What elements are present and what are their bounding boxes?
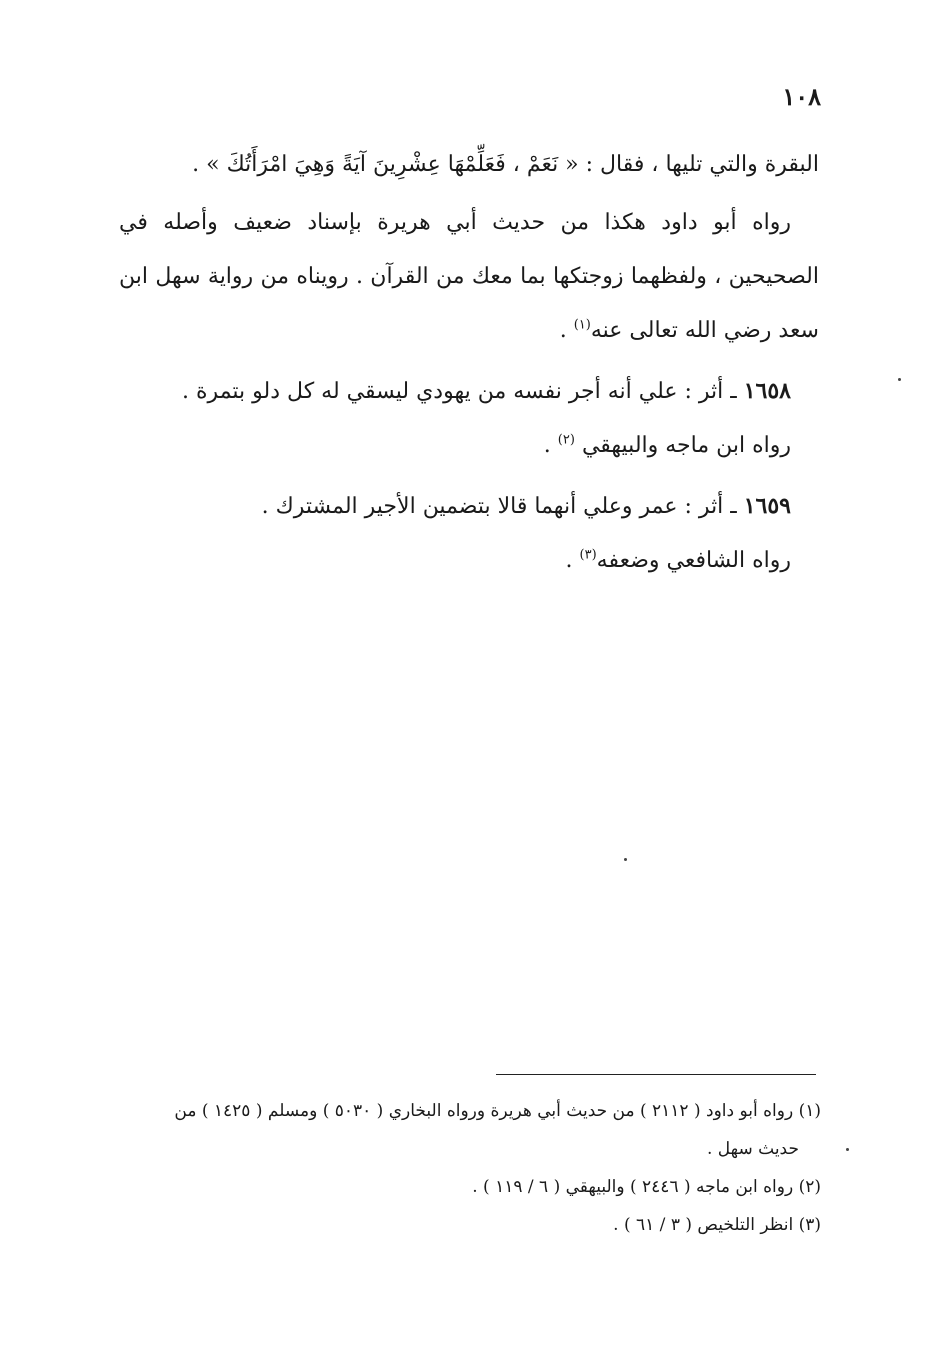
footnote-3: (٣) انظر التلخيص ( ٣ / ٦١ ) . — [613, 1215, 821, 1235]
source-end: . — [543, 433, 558, 458]
scan-speck — [624, 858, 627, 861]
item-1658 — [119, 364, 819, 419]
footnote-divider — [496, 1074, 816, 1075]
footnotes — [121, 1092, 821, 1244]
paragraph-narration — [119, 196, 819, 358]
footnote-ref-3[interactable]: (٣) — [579, 547, 597, 563]
scan-speck — [846, 1148, 849, 1151]
footnote-1-continuation: حديث سهل . — [706, 1139, 799, 1159]
paragraph-narration-text: رواه أبو داود هكذا من حديث أبي هريرة بإسناد ضعيف وأصله في الصحيحين ، ولفظهما زوجتكها بما معك من القرآن . رويناه من رواية سهل ابن سعد رضي الله تعالى عنه — [119, 210, 819, 343]
item-1659 — [119, 479, 819, 534]
main-text — [119, 138, 819, 588]
page-number: ١٠٨ — [782, 82, 821, 111]
paragraph-end: . — [559, 318, 574, 343]
footnote-2: (٢) رواه ابن ماجه ( ٢٤٤٦ ) والبيهقي ( ٦ / ١١٩ ) . — [472, 1177, 821, 1197]
footnote-ref-2[interactable]: (٢) — [557, 432, 575, 448]
item-text: ـ أثر : علي أنه أجر نفسه من يهودي ليسقي له كل دلو بتمرة . — [182, 379, 744, 404]
source-text: رواه ابن ماجه والبيهقي — [581, 433, 791, 458]
paragraph-continuation: البقرة والتي تليها ، فقال : « نَعَمْ ، فَعَلِّمْهَا عِشْرِينَ آيَةً وَهِيَ امْرَأَتُكَ » . — [192, 152, 819, 177]
footnote-1: (١) رواه أبو داود ( ٢١١٢ ) من حديث أبي هريرة ورواه البخاري ( ٥٠٣٠ ) ومسلم ( ١٤٢٥ ) من — [174, 1101, 821, 1121]
footnote-ref-1[interactable]: (١) — [573, 317, 591, 333]
scan-speck — [898, 378, 901, 381]
item-text: ـ أثر : عمر وعلي أنهما قالا بتضمين الأجير المشترك . — [261, 494, 744, 519]
item-number: ١٦٥٩ — [743, 493, 791, 519]
source-text: رواه الشافعي وضعفه — [596, 548, 791, 573]
item-1659-source — [119, 534, 819, 588]
item-1658-source — [119, 419, 819, 473]
item-number: ١٦٥٨ — [743, 378, 791, 404]
source-end: . — [565, 548, 580, 573]
